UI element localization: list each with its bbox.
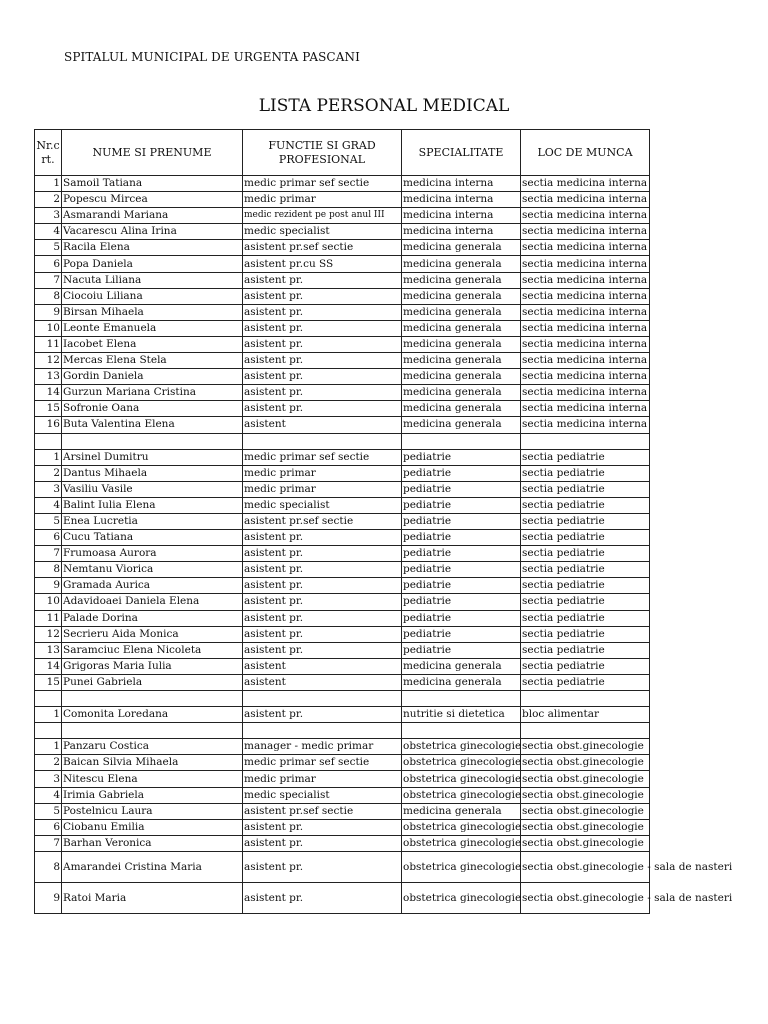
empty-cell — [243, 433, 402, 449]
empty-cell — [62, 691, 243, 707]
cell-name: Iacobet Elena — [62, 336, 243, 352]
cell-nr: 6 — [35, 256, 62, 272]
cell-specialty: medicina interna — [402, 176, 521, 192]
empty-cell — [62, 723, 243, 739]
table-row — [35, 304, 650, 320]
cell-name: Popescu Mircea — [62, 192, 243, 208]
table-row — [35, 819, 650, 835]
cell-workplace: sectia medicina interna — [521, 208, 650, 224]
table-row — [35, 835, 650, 851]
column-header-nr: Nr.c rt. — [35, 130, 62, 176]
cell-nr: 9 — [35, 882, 62, 913]
cell-name: Ciocoiu Liliana — [62, 288, 243, 304]
table-row — [35, 771, 650, 787]
table-row — [35, 385, 650, 401]
cell-function: medic primar — [243, 481, 402, 497]
cell-specialty: obstetrica ginecologie — [402, 787, 521, 803]
cell-function: asistent pr. — [243, 578, 402, 594]
cell-nr: 4 — [35, 497, 62, 513]
cell-function: asistent pr. — [243, 336, 402, 352]
table-row — [35, 401, 650, 417]
cell-specialty: medicina generala — [402, 674, 521, 690]
cell-specialty: medicina generala — [402, 336, 521, 352]
cell-workplace: sectia pediatrie — [521, 449, 650, 465]
cell-specialty: obstetrica ginecologie — [402, 819, 521, 835]
cell-specialty: medicina generala — [402, 658, 521, 674]
cell-nr: 10 — [35, 320, 62, 336]
cell-function: medic specialist — [243, 497, 402, 513]
cell-function: asistent — [243, 417, 402, 433]
cell-function: medic primar — [243, 192, 402, 208]
cell-specialty: pediatrie — [402, 578, 521, 594]
empty-cell — [402, 723, 521, 739]
cell-specialty: obstetrica ginecologie — [402, 835, 521, 851]
cell-name: Sofronie Oana — [62, 401, 243, 417]
table-row — [35, 497, 650, 513]
table-row — [35, 674, 650, 690]
cell-function: manager - medic primar — [243, 739, 402, 755]
cell-name: Birsan Mihaela — [62, 304, 243, 320]
table-row — [35, 449, 650, 465]
empty-cell — [35, 433, 62, 449]
cell-name: Gurzun Mariana Cristina — [62, 385, 243, 401]
document-title: LISTA PERSONAL MEDICAL — [258, 96, 510, 116]
cell-function: asistent — [243, 674, 402, 690]
cell-function: asistent pr. — [243, 882, 402, 913]
cell-function: medic primar — [243, 465, 402, 481]
cell-name: Baican Silvia Mihaela — [62, 755, 243, 771]
cell-nr: 14 — [35, 658, 62, 674]
cell-specialty: obstetrica ginecologie — [402, 755, 521, 771]
cell-workplace: sectia medicina interna — [521, 176, 650, 192]
cell-workplace: sectia medicina interna — [521, 304, 650, 320]
cell-name: Cucu Tatiana — [62, 530, 243, 546]
empty-cell — [62, 433, 243, 449]
cell-name: Adavidoaei Daniela Elena — [62, 594, 243, 610]
cell-specialty: medicina generala — [402, 353, 521, 369]
cell-specialty: medicina generala — [402, 304, 521, 320]
cell-workplace: sectia obst.ginecologie - sala de nasteri — [521, 851, 650, 882]
cell-nr: 1 — [35, 176, 62, 192]
column-header-specialty: SPECIALITATE — [402, 130, 521, 176]
cell-nr: 2 — [35, 465, 62, 481]
cell-specialty: pediatrie — [402, 481, 521, 497]
table-row — [35, 739, 650, 755]
cell-name: Popa Daniela — [62, 256, 243, 272]
cell-workplace: sectia medicina interna — [521, 288, 650, 304]
empty-cell — [402, 433, 521, 449]
cell-nr: 5 — [35, 803, 62, 819]
cell-nr: 2 — [35, 755, 62, 771]
cell-name: Gordin Daniela — [62, 369, 243, 385]
cell-name: Asmarandi Mariana — [62, 208, 243, 224]
cell-workplace: sectia pediatrie — [521, 497, 650, 513]
cell-workplace: sectia pediatrie — [521, 674, 650, 690]
cell-specialty: medicina interna — [402, 192, 521, 208]
table-row — [35, 513, 650, 529]
cell-function: asistent pr. — [243, 272, 402, 288]
column-header-name: NUME SI PRENUME — [62, 130, 243, 176]
cell-function: medic primar sef sectie — [243, 176, 402, 192]
cell-name: Ciobanu Emilia — [62, 819, 243, 835]
cell-specialty: pediatrie — [402, 465, 521, 481]
cell-specialty: nutritie si dietetica — [402, 707, 521, 723]
cell-workplace: sectia pediatrie — [521, 626, 650, 642]
cell-nr: 4 — [35, 787, 62, 803]
table-body — [35, 176, 733, 914]
cell-name: Frumoasa Aurora — [62, 546, 243, 562]
cell-name: Vacarescu Alina Irina — [62, 224, 243, 240]
hospital-name: SPITALUL MUNICIPAL DE URGENTA PASCANI — [64, 50, 360, 64]
cell-name: Samoil Tatiana — [62, 176, 243, 192]
cell-workplace: sectia pediatrie — [521, 578, 650, 594]
cell-function: asistent pr. — [243, 610, 402, 626]
cell-function: asistent pr. — [243, 401, 402, 417]
cell-name: Leonte Emanuela — [62, 320, 243, 336]
cell-specialty: medicina generala — [402, 369, 521, 385]
table-row — [35, 320, 650, 336]
cell-specialty: medicina generala — [402, 385, 521, 401]
section-separator-row — [35, 723, 650, 739]
cell-workplace: sectia obst.ginecologie — [521, 803, 650, 819]
cell-nr: 13 — [35, 369, 62, 385]
cell-nr: 12 — [35, 626, 62, 642]
cell-workplace: sectia medicina interna — [521, 192, 650, 208]
cell-specialty: medicina generala — [402, 240, 521, 256]
cell-function: medic rezident pe post anul III — [243, 208, 402, 224]
table-row — [35, 369, 650, 385]
cell-nr: 1 — [35, 739, 62, 755]
table-row — [35, 882, 650, 913]
cell-workplace: sectia obst.ginecologie - sala de nasteri — [521, 882, 650, 913]
cell-specialty: medicina generala — [402, 288, 521, 304]
cell-function: asistent pr.cu SS — [243, 256, 402, 272]
table-row — [35, 192, 650, 208]
cell-function: asistent pr. — [243, 851, 402, 882]
cell-nr: 16 — [35, 417, 62, 433]
cell-nr: 6 — [35, 819, 62, 835]
cell-nr: 3 — [35, 481, 62, 497]
table-row — [35, 417, 650, 433]
cell-nr: 7 — [35, 272, 62, 288]
cell-specialty: pediatrie — [402, 449, 521, 465]
table-row — [35, 176, 650, 192]
empty-cell — [521, 433, 650, 449]
cell-nr: 10 — [35, 594, 62, 610]
cell-specialty: medicina generala — [402, 272, 521, 288]
cell-function: medic specialist — [243, 787, 402, 803]
table-row — [35, 658, 650, 674]
cell-function: medic primar sef sectie — [243, 449, 402, 465]
cell-function: asistent pr. — [243, 385, 402, 401]
cell-specialty: medicina interna — [402, 224, 521, 240]
cell-workplace: sectia obst.ginecologie — [521, 739, 650, 755]
cell-nr: 3 — [35, 771, 62, 787]
cell-workplace: sectia pediatrie — [521, 562, 650, 578]
empty-cell — [35, 691, 62, 707]
cell-nr: 9 — [35, 304, 62, 320]
cell-name: Racila Elena — [62, 240, 243, 256]
cell-workplace: sectia medicina interna — [521, 240, 650, 256]
cell-specialty: medicina generala — [402, 417, 521, 433]
cell-name: Nitescu Elena — [62, 771, 243, 787]
cell-workplace: sectia pediatrie — [521, 546, 650, 562]
cell-specialty: obstetrica ginecologie — [402, 882, 521, 913]
cell-specialty: pediatrie — [402, 497, 521, 513]
cell-workplace: sectia medicina interna — [521, 336, 650, 352]
cell-workplace: sectia medicina interna — [521, 369, 650, 385]
cell-workplace: sectia pediatrie — [521, 642, 650, 658]
cell-workplace: sectia pediatrie — [521, 465, 650, 481]
cell-workplace: sectia medicina interna — [521, 224, 650, 240]
cell-name: Postelnicu Laura — [62, 803, 243, 819]
cell-name: Vasiliu Vasile — [62, 481, 243, 497]
cell-function: asistent pr. — [243, 819, 402, 835]
cell-function: asistent pr. — [243, 288, 402, 304]
table-row — [35, 642, 650, 658]
cell-workplace: sectia medicina interna — [521, 417, 650, 433]
table-row — [35, 562, 650, 578]
cell-function: asistent pr. — [243, 546, 402, 562]
cell-name: Gramada Aurica — [62, 578, 243, 594]
cell-function: asistent pr. — [243, 594, 402, 610]
table-row — [35, 755, 650, 771]
cell-name: Punei Gabriela — [62, 674, 243, 690]
cell-nr: 5 — [35, 513, 62, 529]
table-row — [35, 288, 650, 304]
table-header-row — [35, 130, 650, 176]
cell-specialty: obstetrica ginecologie — [402, 851, 521, 882]
table-row — [35, 224, 650, 240]
cell-name: Panzaru Costica — [62, 739, 243, 755]
cell-workplace: sectia medicina interna — [521, 353, 650, 369]
cell-workplace: sectia pediatrie — [521, 481, 650, 497]
cell-specialty: obstetrica ginecologie — [402, 771, 521, 787]
cell-function: asistent pr. — [243, 562, 402, 578]
table-row — [35, 578, 650, 594]
cell-nr: 3 — [35, 208, 62, 224]
table-row — [35, 594, 650, 610]
cell-workplace: sectia pediatrie — [521, 530, 650, 546]
cell-name: Arsinel Dumitru — [62, 449, 243, 465]
cell-function: asistent pr. — [243, 707, 402, 723]
cell-nr: 15 — [35, 401, 62, 417]
cell-workplace: sectia obst.ginecologie — [521, 755, 650, 771]
cell-nr: 7 — [35, 546, 62, 562]
cell-specialty: medicina generala — [402, 256, 521, 272]
cell-function: asistent pr.sef sectie — [243, 803, 402, 819]
table-row — [35, 353, 650, 369]
table-row — [35, 481, 650, 497]
table-row — [35, 272, 650, 288]
cell-function: asistent pr. — [243, 353, 402, 369]
cell-workplace: sectia pediatrie — [521, 594, 650, 610]
cell-workplace: sectia obst.ginecologie — [521, 771, 650, 787]
table-row — [35, 208, 650, 224]
table-row — [35, 240, 650, 256]
section-separator-row — [35, 691, 650, 707]
cell-nr: 5 — [35, 240, 62, 256]
cell-workplace: sectia obst.ginecologie — [521, 819, 650, 835]
cell-nr: 8 — [35, 562, 62, 578]
cell-workplace: sectia pediatrie — [521, 658, 650, 674]
cell-nr: 8 — [35, 288, 62, 304]
cell-name: Saramciuc Elena Nicoleta — [62, 642, 243, 658]
cell-nr: 13 — [35, 642, 62, 658]
cell-nr: 1 — [35, 707, 62, 723]
cell-name: Grigoras Maria Iulia — [62, 658, 243, 674]
table-row — [35, 530, 650, 546]
cell-name: Comonita Loredana — [62, 707, 243, 723]
cell-workplace: sectia obst.ginecologie — [521, 787, 650, 803]
cell-function: asistent pr. — [243, 369, 402, 385]
column-header-workplace: LOC DE MUNCA — [521, 130, 650, 176]
cell-specialty: medicina generala — [402, 803, 521, 819]
cell-specialty: pediatrie — [402, 562, 521, 578]
cell-name: Ratoi Maria — [62, 882, 243, 913]
cell-name: Secrieru Aida Monica — [62, 626, 243, 642]
table-row — [35, 626, 650, 642]
cell-function: medic primar sef sectie — [243, 755, 402, 771]
cell-function: medic primar — [243, 771, 402, 787]
cell-nr: 15 — [35, 674, 62, 690]
cell-nr: 8 — [35, 851, 62, 882]
table-row — [35, 851, 650, 882]
cell-nr: 7 — [35, 835, 62, 851]
cell-function: asistent pr. — [243, 320, 402, 336]
cell-nr: 2 — [35, 192, 62, 208]
cell-workplace: bloc alimentar — [521, 707, 650, 723]
empty-cell — [35, 723, 62, 739]
cell-specialty: pediatrie — [402, 546, 521, 562]
cell-specialty: pediatrie — [402, 594, 521, 610]
cell-name: Dantus Mihaela — [62, 465, 243, 481]
cell-function: asistent — [243, 658, 402, 674]
cell-name: Barhan Veronica — [62, 835, 243, 851]
cell-workplace: sectia medicina interna — [521, 401, 650, 417]
table-row — [35, 465, 650, 481]
cell-function: asistent pr. — [243, 642, 402, 658]
cell-function: asistent pr. — [243, 530, 402, 546]
cell-nr: 12 — [35, 353, 62, 369]
cell-specialty: pediatrie — [402, 530, 521, 546]
cell-name: Irimia Gabriela — [62, 787, 243, 803]
cell-specialty: medicina interna — [402, 208, 521, 224]
column-header-function: FUNCTIE SI GRAD PROFESIONAL — [243, 130, 402, 176]
cell-function: medic specialist — [243, 224, 402, 240]
cell-name: Palade Dorina — [62, 610, 243, 626]
table-row — [35, 610, 650, 626]
cell-workplace: sectia medicina interna — [521, 320, 650, 336]
table-row — [35, 336, 650, 352]
cell-specialty: obstetrica ginecologie — [402, 739, 521, 755]
cell-function: asistent pr. — [243, 626, 402, 642]
cell-specialty: medicina generala — [402, 401, 521, 417]
table-row — [35, 803, 650, 819]
cell-nr: 9 — [35, 578, 62, 594]
table-row — [35, 546, 650, 562]
cell-name: Amarandei Cristina Maria — [62, 851, 243, 882]
staff-table — [34, 129, 733, 914]
empty-cell — [402, 691, 521, 707]
empty-cell — [521, 723, 650, 739]
cell-workplace: sectia pediatrie — [521, 513, 650, 529]
table-row — [35, 256, 650, 272]
cell-specialty: pediatrie — [402, 626, 521, 642]
cell-nr: 11 — [35, 336, 62, 352]
cell-name: Nemtanu Viorica — [62, 562, 243, 578]
cell-name: Nacuta Liliana — [62, 272, 243, 288]
cell-specialty: medicina generala — [402, 320, 521, 336]
table-row — [35, 787, 650, 803]
cell-specialty: pediatrie — [402, 610, 521, 626]
cell-function: asistent pr. — [243, 304, 402, 320]
empty-cell — [243, 723, 402, 739]
cell-nr: 4 — [35, 224, 62, 240]
cell-name: Enea Lucretia — [62, 513, 243, 529]
cell-name: Buta Valentina Elena — [62, 417, 243, 433]
cell-workplace: sectia medicina interna — [521, 272, 650, 288]
table-row — [35, 707, 650, 723]
cell-nr: 11 — [35, 610, 62, 626]
cell-nr: 14 — [35, 385, 62, 401]
cell-workplace: sectia medicina interna — [521, 385, 650, 401]
cell-name: Mercas Elena Stela — [62, 353, 243, 369]
empty-cell — [521, 691, 650, 707]
cell-nr: 1 — [35, 449, 62, 465]
section-separator-row — [35, 433, 650, 449]
cell-function: asistent pr. — [243, 835, 402, 851]
cell-function: asistent pr.sef sectie — [243, 240, 402, 256]
cell-function: asistent pr.sef sectie — [243, 513, 402, 529]
cell-workplace: sectia medicina interna — [521, 256, 650, 272]
cell-name: Balint Iulia Elena — [62, 497, 243, 513]
cell-specialty: pediatrie — [402, 513, 521, 529]
empty-cell — [243, 691, 402, 707]
cell-workplace: sectia obst.ginecologie — [521, 835, 650, 851]
cell-specialty: pediatrie — [402, 642, 521, 658]
cell-nr: 6 — [35, 530, 62, 546]
cell-workplace: sectia pediatrie — [521, 610, 650, 626]
